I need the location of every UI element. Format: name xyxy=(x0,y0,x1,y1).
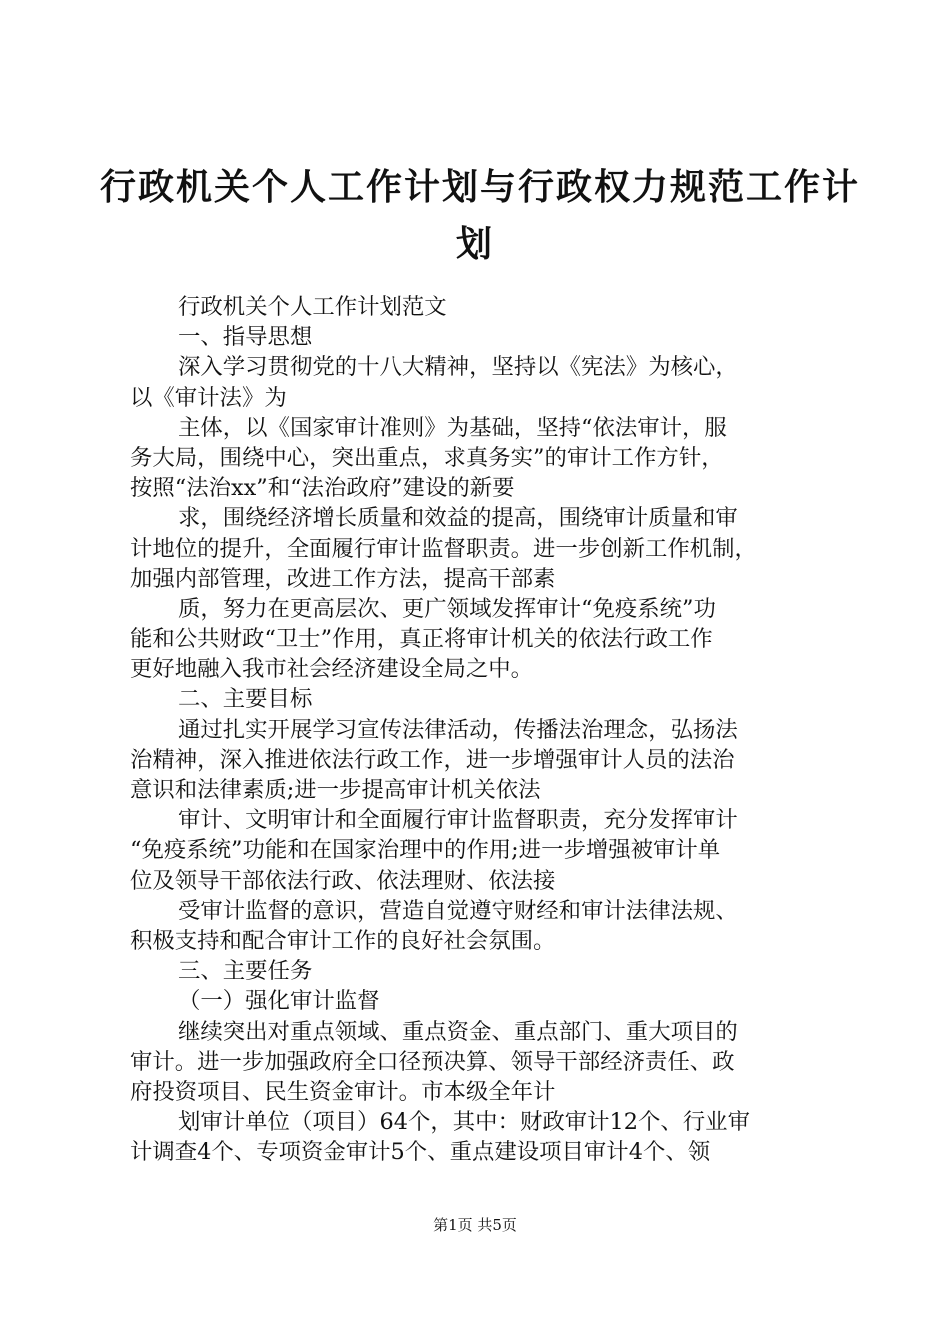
paragraph-line: 受审计监督的意识，营造自觉遵守财经和审计法律法规、 xyxy=(178,897,738,924)
paragraph-line: 审计。进一步加强政府全口径预决算、领导干部经济责任、政 xyxy=(130,1048,735,1075)
paragraph-line: 划审计单位（项目）64个，其中：财政审计12个、行业审 xyxy=(178,1109,750,1136)
paragraph-line: 位及领导干部依法行政、依法理财、依法接 xyxy=(130,867,556,894)
paragraph-line: 计地位的提升，全面履行审计监督职责。进一步创新工作机制， xyxy=(130,535,757,562)
paragraph-line: 治精神，深入推进依法行政工作，进一步增强审计人员的法治 xyxy=(130,746,735,773)
section-heading: 一、指导思想 xyxy=(178,324,313,351)
paragraph-line: 主体，以《国家审计准则》为基础，坚持“依法审计，服 xyxy=(178,414,727,441)
paragraph-line: 务大局，围绕中心，突出重点，求真务实”的审计工作方针， xyxy=(130,444,724,471)
paragraph-line: 深入学习贯彻党的十八大精神，坚持以《宪法》为核心， xyxy=(178,354,738,381)
paragraph-line: 计调查4个、专项资金审计5个、重点建设项目审计4个、领 xyxy=(130,1139,711,1166)
paragraph-line: 能和公共财政“卫士”作用，真正将审计机关的依法行政工作 xyxy=(130,626,713,653)
paragraph-line: 加强内部管理，改进工作方法，提高干部素 xyxy=(130,565,556,592)
paragraph-line: 求，围绕经济增长质量和效益的提高，围绕审计质量和审 xyxy=(178,505,738,532)
paragraph-line: 通过扎实开展学习宣传法律活动，传播法治理念，弘扬法 xyxy=(178,716,738,743)
paragraph-line: 积极支持和配合审计工作的良好社会氛围。 xyxy=(130,927,556,954)
document-title-line-2: 划 xyxy=(455,223,494,265)
paragraph-line: 更好地融入我市社会经济建设全局之中。 xyxy=(130,656,534,683)
section-heading: 三、主要任务 xyxy=(178,958,313,985)
document-title-line-1: 行政机关个人工作计划与行政权力规范工作计 xyxy=(100,166,861,208)
paragraph-heading: 行政机关个人工作计划范文 xyxy=(178,294,447,320)
page-number-footer: 第1页 共5页 xyxy=(433,1216,517,1234)
paragraph-line: 意识和法律素质;进一步提高审计机关依法 xyxy=(130,777,541,803)
section-heading: 二、主要目标 xyxy=(178,686,313,713)
paragraph-line: 府投资项目、民生资金审计。市本级全年计 xyxy=(130,1078,556,1105)
paragraph-line: 质，努力在更高层次、更广领域发挥审计“免疫系统”功 xyxy=(178,595,716,622)
subsection-heading: （一）强化审计监督 xyxy=(178,988,380,1015)
paragraph-line: 审计、文明审计和全面履行审计监督职责，充分发挥审计 xyxy=(178,807,738,834)
paragraph-line: 按照“法治xx”和“法治政府”建设的新要 xyxy=(130,475,515,502)
paragraph-line: 以《审计法》为 xyxy=(130,384,287,411)
document-body xyxy=(130,292,830,1167)
paragraph-line: 继续突出对重点领域、重点资金、重点部门、重大项目的 xyxy=(178,1018,738,1045)
paragraph-line: “免疫系统”功能和在国家治理中的作用;进一步增强被审计单 xyxy=(130,837,721,864)
